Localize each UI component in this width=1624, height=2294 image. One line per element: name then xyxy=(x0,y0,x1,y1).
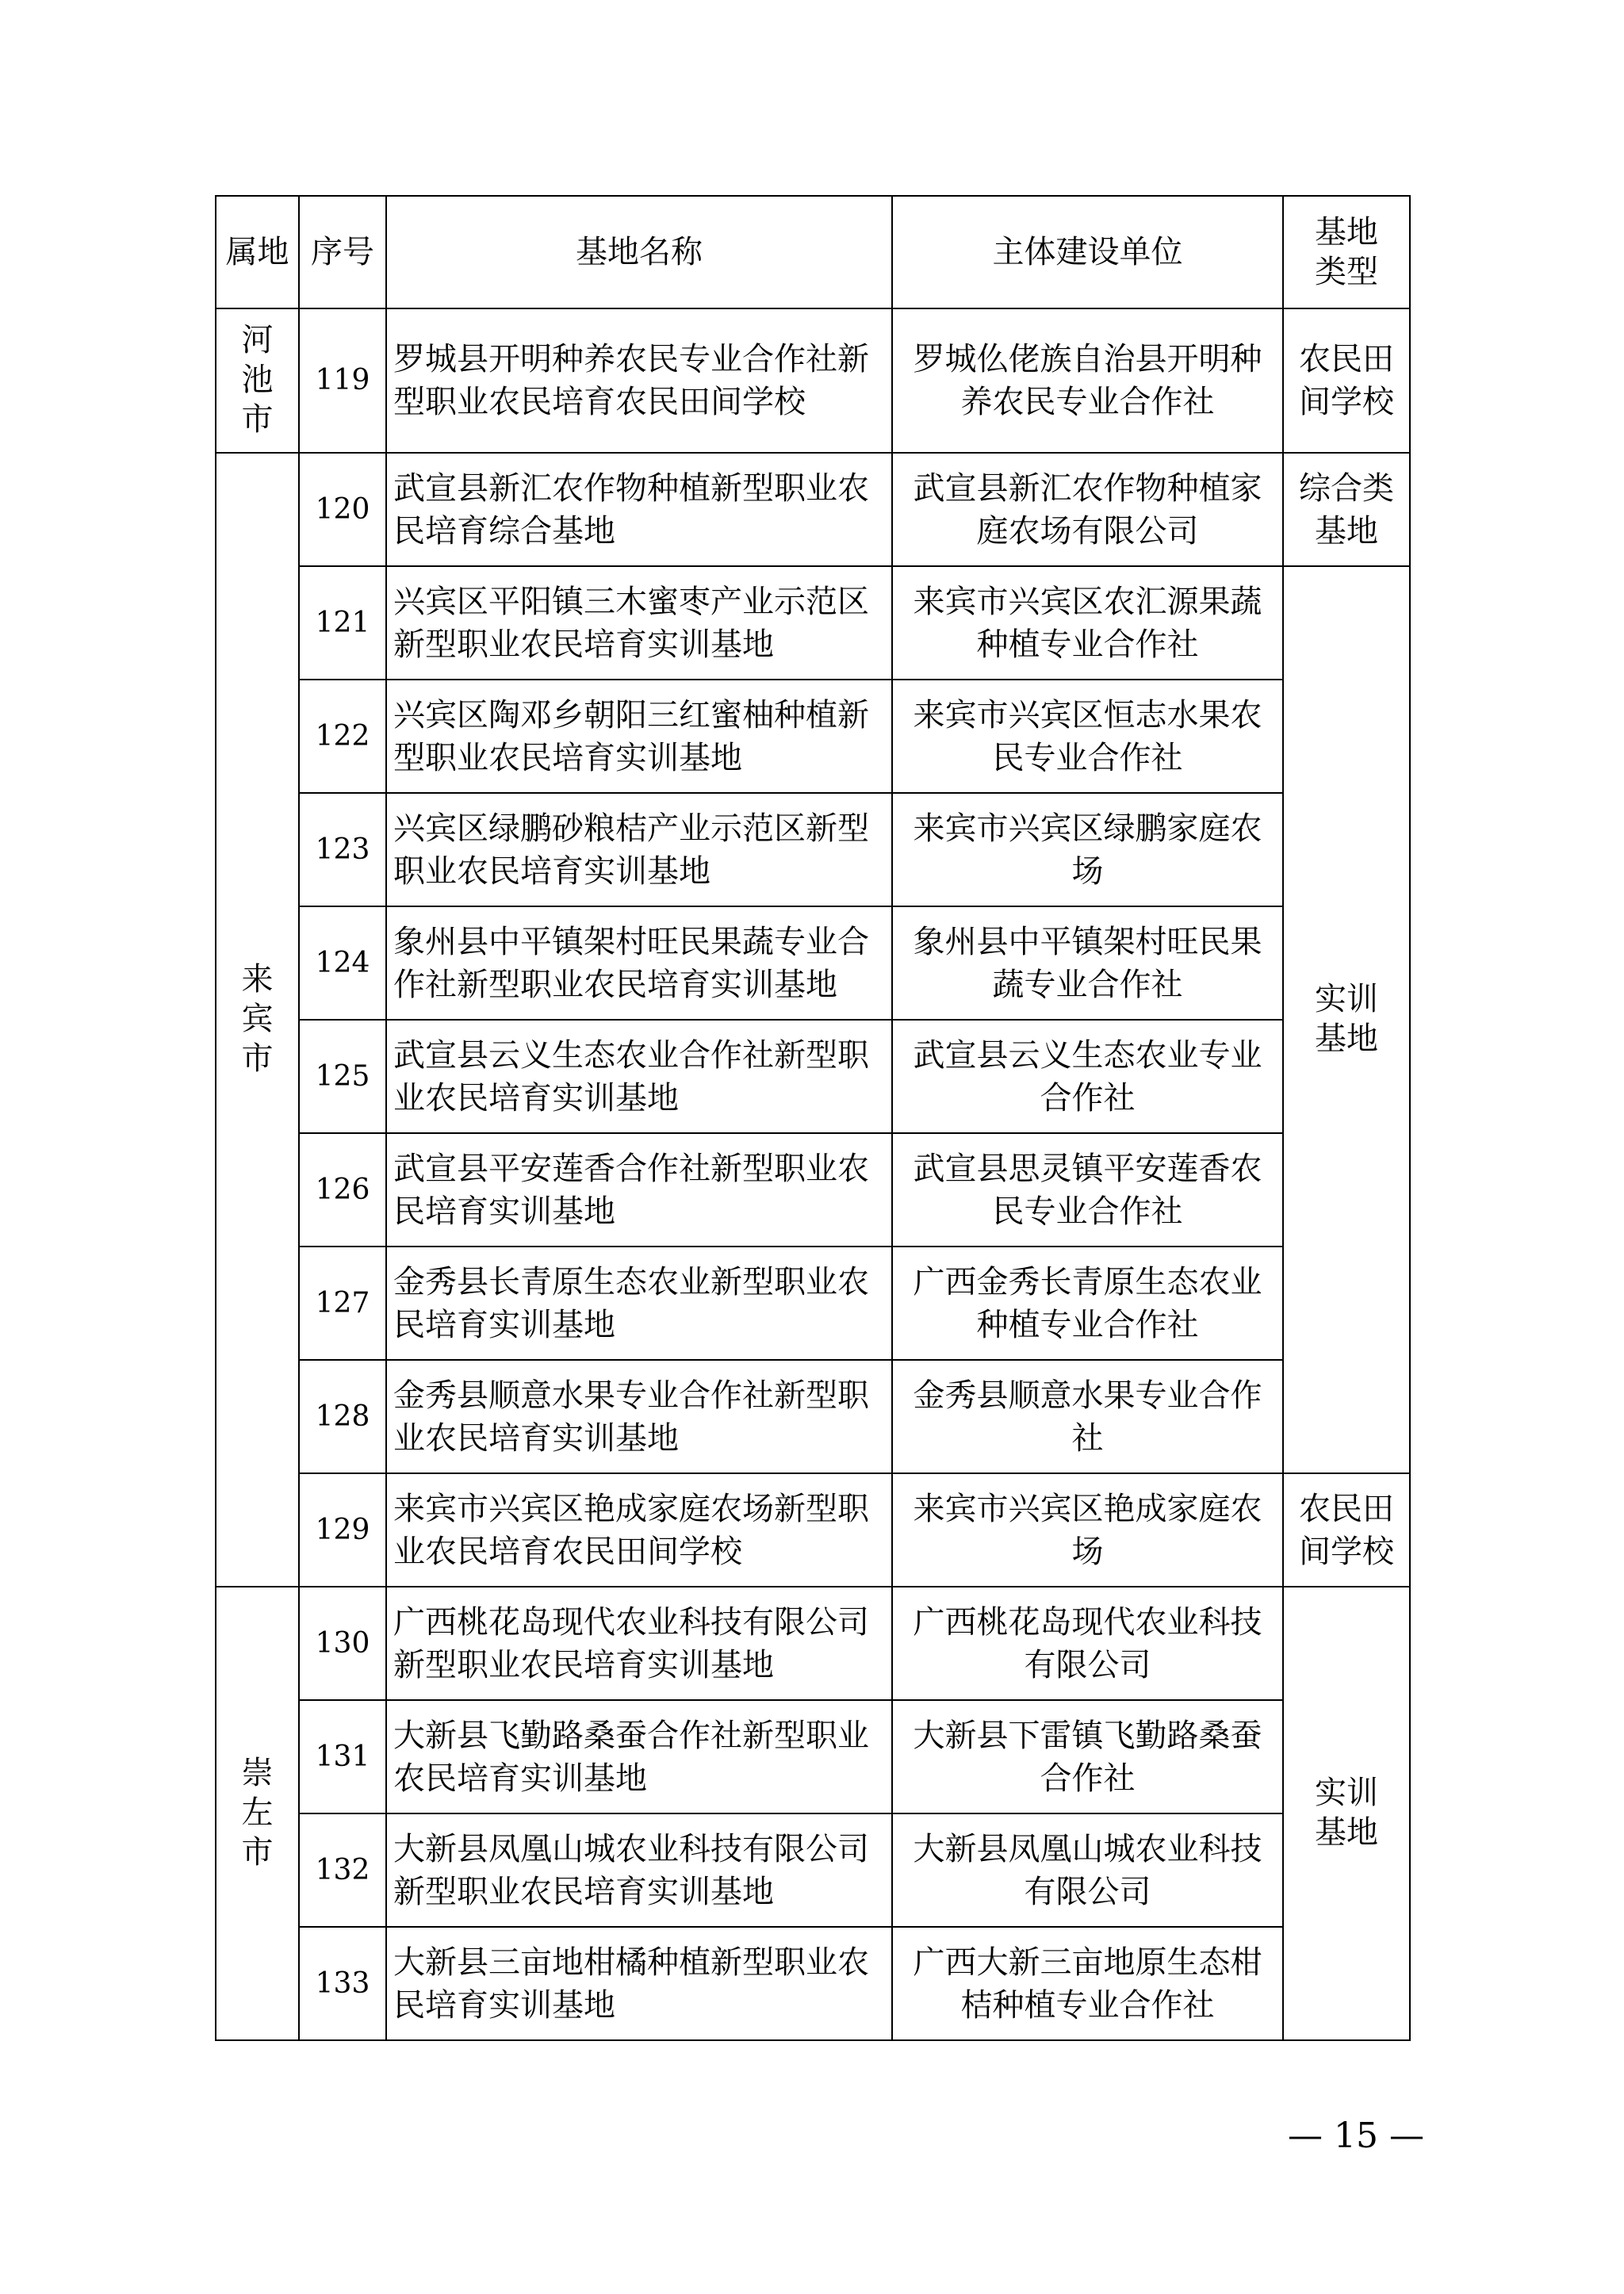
header-region: 属地 xyxy=(216,196,299,308)
table-row xyxy=(216,566,1410,680)
table-row xyxy=(216,1813,1410,1927)
base-list-table xyxy=(215,195,1411,2041)
type-cell xyxy=(1283,1587,1410,2040)
base-name-cell: 大新县凤凰山城农业科技有限公司新型职业农民培育实训基地 xyxy=(386,1813,892,1927)
seq-cell: 132 xyxy=(299,1813,386,1927)
table-row xyxy=(216,453,1410,566)
header-type-text: 基地类型 xyxy=(1315,213,1378,290)
seq-cell: 122 xyxy=(299,680,386,793)
base-name-cell: 罗城县开明种养农民专业合作社新型职业农民培育农民田间学校 xyxy=(386,308,892,453)
unit-cell: 金秀县顺意水果专业合作社 xyxy=(892,1360,1283,1473)
table-row xyxy=(216,906,1410,1020)
base-name-cell: 武宣县云义生态农业合作社新型职业农民培育实训基地 xyxy=(386,1020,892,1133)
unit-cell: 广西桃花岛现代农业科技有限公司 xyxy=(892,1587,1283,1700)
table-row xyxy=(216,1020,1410,1133)
table-row xyxy=(216,308,1410,453)
type-cell: 农民田间学校 xyxy=(1283,1473,1410,1587)
seq-cell: 120 xyxy=(299,453,386,566)
region-cell xyxy=(216,1587,299,2040)
base-name-cell: 兴宾区平阳镇三木蜜枣产业示范区新型职业农民培育实训基地 xyxy=(386,566,892,680)
header-type xyxy=(1283,196,1410,308)
seq-cell: 129 xyxy=(299,1473,386,1587)
region-label: 河池市 xyxy=(241,322,274,438)
table-row xyxy=(216,1473,1410,1587)
header-unit: 主体建设单位 xyxy=(892,196,1283,308)
type-cell xyxy=(1283,566,1410,1473)
region-label: 来宾市 xyxy=(241,961,274,1077)
header-seq: 序号 xyxy=(299,196,386,308)
document-table-container xyxy=(215,195,1409,2041)
unit-cell: 罗城仫佬族自治县开明种养农民专业合作社 xyxy=(892,308,1283,453)
table-row xyxy=(216,1133,1410,1247)
seq-cell: 125 xyxy=(299,1020,386,1133)
seq-cell: 119 xyxy=(299,308,386,453)
base-name-cell: 武宣县新汇农作物种植新型职业农民培育综合基地 xyxy=(386,453,892,566)
base-name-cell: 金秀县顺意水果专业合作社新型职业农民培育实训基地 xyxy=(386,1360,892,1473)
seq-cell: 133 xyxy=(299,1927,386,2040)
base-name-cell: 兴宾区绿鹏砂粮桔产业示范区新型职业农民培育实训基地 xyxy=(386,793,892,906)
unit-cell: 广西金秀长青原生态农业种植专业合作社 xyxy=(892,1247,1283,1360)
unit-cell: 大新县下雷镇飞勤路桑蚕合作社 xyxy=(892,1700,1283,1813)
table-header-row xyxy=(216,196,1410,308)
type-cell: 农民田间学校 xyxy=(1283,308,1410,453)
base-name-cell: 大新县飞勤路桑蚕合作社新型职业农民培育实训基地 xyxy=(386,1700,892,1813)
unit-cell: 象州县中平镇架村旺民果蔬专业合作社 xyxy=(892,906,1283,1020)
unit-cell: 武宣县思灵镇平安莲香农民专业合作社 xyxy=(892,1133,1283,1247)
unit-cell: 大新县凤凰山城农业科技有限公司 xyxy=(892,1813,1283,1927)
type-cell: 综合类基地 xyxy=(1283,453,1410,566)
base-name-cell: 大新县三亩地柑橘种植新型职业农民培育实训基地 xyxy=(386,1927,892,2040)
seq-cell: 130 xyxy=(299,1587,386,1700)
seq-cell: 126 xyxy=(299,1133,386,1247)
base-name-cell: 兴宾区陶邓乡朝阳三红蜜柚种植新型职业农民培育实训基地 xyxy=(386,680,892,793)
unit-cell: 来宾市兴宾区农汇源果蔬种植专业合作社 xyxy=(892,566,1283,680)
unit-cell: 来宾市兴宾区恒志水果农民专业合作社 xyxy=(892,680,1283,793)
seq-cell: 123 xyxy=(299,793,386,906)
base-name-cell: 广西桃花岛现代农业科技有限公司新型职业农民培育实训基地 xyxy=(386,1587,892,1700)
region-cell xyxy=(216,308,299,453)
page-number: — 15 — xyxy=(1288,2116,1424,2156)
seq-cell: 124 xyxy=(299,906,386,1020)
region-label: 崇左市 xyxy=(241,1755,274,1871)
unit-cell: 广西大新三亩地原生态柑桔种植专业合作社 xyxy=(892,1927,1283,2040)
table-row xyxy=(216,1927,1410,2040)
region-cell xyxy=(216,453,299,1587)
table-row xyxy=(216,680,1410,793)
base-name-cell: 来宾市兴宾区艳成家庭农场新型职业农民培育农民田间学校 xyxy=(386,1473,892,1587)
base-name-cell: 象州县中平镇架村旺民果蔬专业合作社新型职业农民培育实训基地 xyxy=(386,906,892,1020)
type-label: 实训基地 xyxy=(1315,981,1378,1057)
table-row xyxy=(216,793,1410,906)
unit-cell: 来宾市兴宾区绿鹏家庭农场 xyxy=(892,793,1283,906)
table-row xyxy=(216,1360,1410,1473)
table-row xyxy=(216,1587,1410,1700)
unit-cell: 武宣县云义生态农业专业合作社 xyxy=(892,1020,1283,1133)
seq-cell: 128 xyxy=(299,1360,386,1473)
seq-cell: 121 xyxy=(299,566,386,680)
table-row xyxy=(216,1247,1410,1360)
unit-cell: 来宾市兴宾区艳成家庭农场 xyxy=(892,1473,1283,1587)
type-label: 实训基地 xyxy=(1315,1775,1378,1851)
seq-cell: 127 xyxy=(299,1247,386,1360)
header-name: 基地名称 xyxy=(386,196,892,308)
table-row xyxy=(216,1700,1410,1813)
seq-cell: 131 xyxy=(299,1700,386,1813)
base-name-cell: 武宣县平安莲香合作社新型职业农民培育实训基地 xyxy=(386,1133,892,1247)
base-name-cell: 金秀县长青原生态农业新型职业农民培育实训基地 xyxy=(386,1247,892,1360)
unit-cell: 武宣县新汇农作物种植家庭农场有限公司 xyxy=(892,453,1283,566)
